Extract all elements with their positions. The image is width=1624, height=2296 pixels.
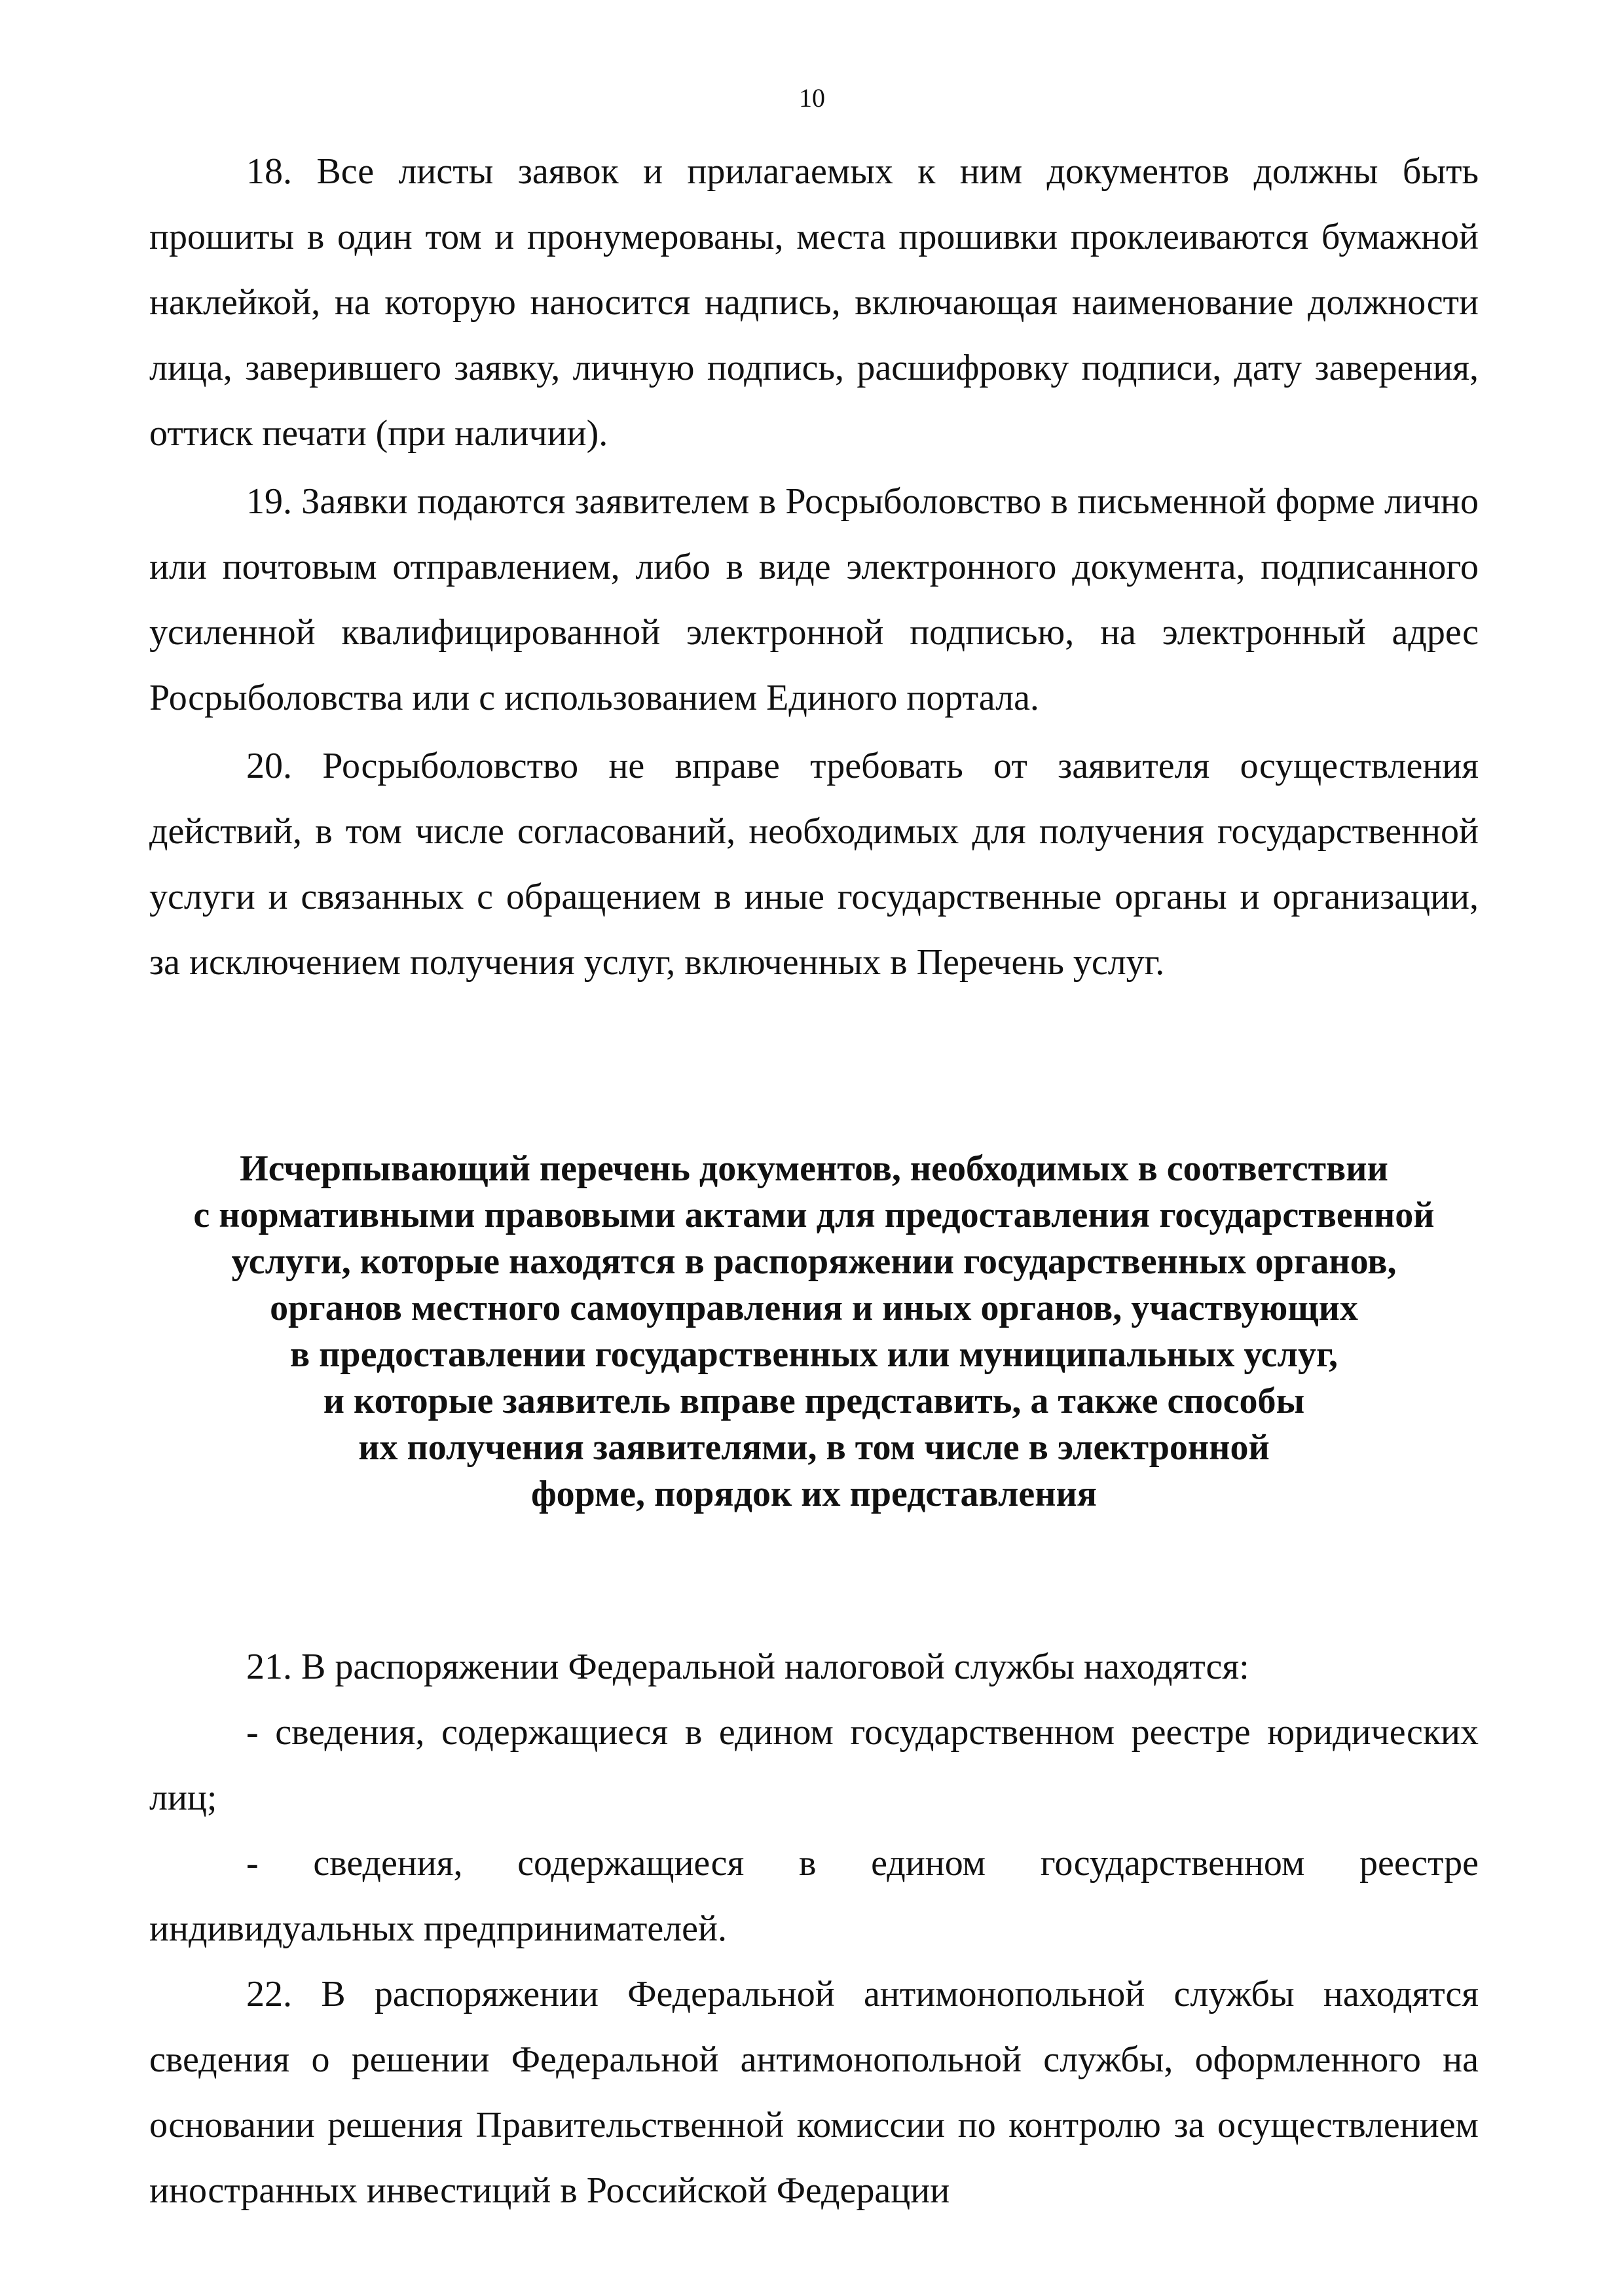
heading-line: услуги, которые находятся в распоряжении государственных органов, <box>231 1241 1397 1282</box>
section-body <box>149 1634 1479 2223</box>
paragraph-20: 20. Росрыболовство не вправе требовать от заявителя осуществления действий, в том числе согласований, необходимых для получения государственной услуги и связанных с обращением в иные государственные органы и организации, за исключением получения услуг, включенных в Перечень услуг. <box>149 746 1479 983</box>
page-number: 10 <box>799 83 825 113</box>
heading-line: с нормативными правовыми актами для предоставления государственной <box>193 1195 1435 1235</box>
heading-line: органов местного самоуправления и иных органов, участвующих <box>270 1288 1358 1328</box>
paragraph-21: 21. В распоряжении Федеральной налоговой службы находятся: <box>246 1647 1249 1687</box>
section-heading <box>175 1146 1452 1518</box>
paragraph-22: 22. В распоряжении Федеральной антимонопольной службы находятся сведения о решении Федеральной антимонопольной службы, оформленного на основании решения Правительственной комиссии по контролю за осуществлением иностранных инвестиций в Российской Федерации <box>149 1974 1479 2211</box>
paragraph-18: 18. Все листы заявок и прилагаемых к ним документов должны быть прошиты в один том и пронумерованы, места прошивки проклеиваются бумажной наклейкой, на которую наносится надпись, включающая наименование должности лица, заверившего заявку, личную подпись, расшифровку подписи, дату заверения, оттиск печати (при наличии). <box>149 151 1479 454</box>
list-item-entrepreneurs: - сведения, содержащиеся в едином государственном реестре индивидуальных предпринимателей. <box>149 1843 1479 1949</box>
list-item-legal-entities: - сведения, содержащиеся в едином государственном реестре юридических лиц; <box>149 1712 1479 1818</box>
heading-line: форме, порядок их представления <box>530 1474 1098 1514</box>
paragraph-19: 19. Заявки подаются заявителем в Росрыболовство в письменной форме лично или почтовым отправлением, либо в виде электронного документа, подписанного усиленной квалифицированной электронной подписью, на электронный адрес Росрыболовства или с использованием Единого портала. <box>149 481 1479 718</box>
heading-line: Исчерпывающий перечень документов, необходимых в соответствии <box>240 1148 1388 1189</box>
heading-line: и которые заявитель вправе представить, а также способы <box>323 1381 1305 1421</box>
heading-line: их получения заявителями, в том числе в электронной <box>358 1427 1270 1468</box>
document-body <box>149 139 1479 2223</box>
heading-line: в предоставлении государственных или муниципальных услуг, <box>289 1334 1338 1375</box>
